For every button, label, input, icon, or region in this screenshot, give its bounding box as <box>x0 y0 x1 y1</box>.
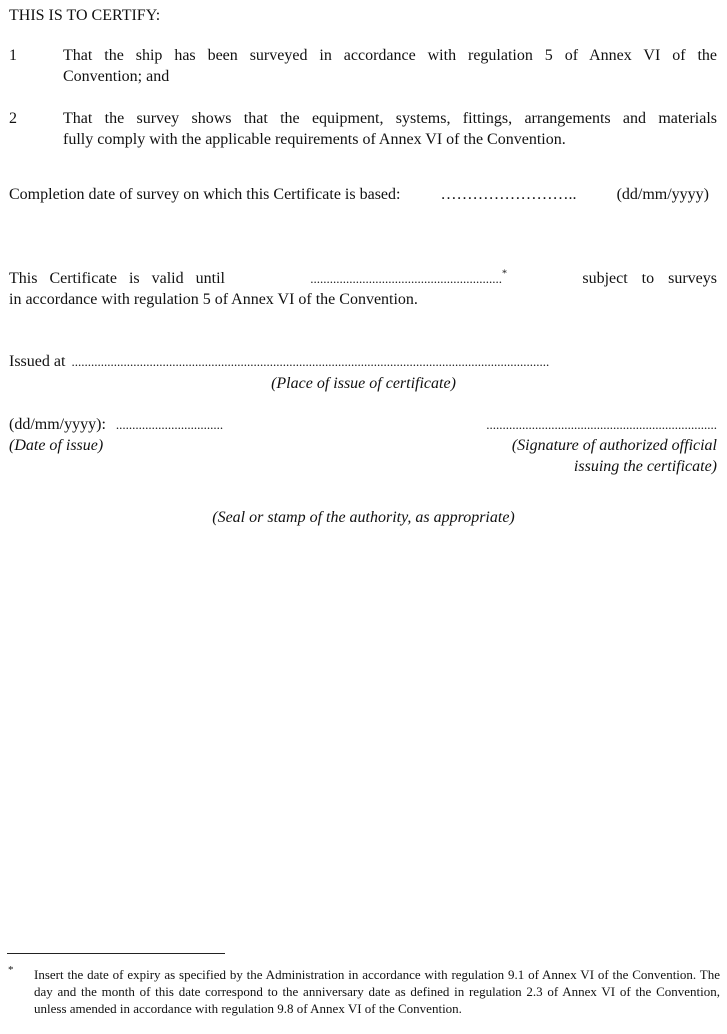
completion-date-line <box>9 184 709 205</box>
clause-1-line-2: Convention; and <box>63 68 170 85</box>
validity-text-1: This Certificate is valid until <box>9 270 225 287</box>
clause-2-line-1: That the survey shows that the equipment, systems, fittings, arrangements and materials <box>63 110 717 127</box>
place-of-issue-caption: (Place of issue of certificate) <box>271 375 456 392</box>
footnote-mark: * <box>8 964 14 976</box>
signature-field[interactable]: ....................................................................... <box>486 417 717 432</box>
clause-1-number: 1 <box>9 47 17 64</box>
validity-text-2: subject to surveys <box>582 270 717 287</box>
date-of-issue-label: (dd/mm/yyyy): <box>9 416 106 433</box>
issued-at-line <box>9 351 717 372</box>
issued-at-field[interactable]: ................................................................................................................................................... <box>71 354 550 369</box>
clause-1-text <box>63 45 717 87</box>
certify-heading: THIS IS TO CERTIFY: <box>9 7 161 24</box>
completion-date-field[interactable]: …………………….. <box>440 186 577 203</box>
validity-footnote-mark: * <box>502 268 508 280</box>
validity-expiry-field[interactable] <box>310 268 507 289</box>
clause-1-line-1: That the ship has been surveyed in accordance with regulation 5 of Annex VI of the <box>63 47 717 64</box>
signature-caption-1: (Signature of authorized official <box>511 437 717 454</box>
date-of-issue-caption: (Date of issue) <box>9 437 104 454</box>
validity-line-2: in accordance with regulation 5 of Annex VI of the Convention. <box>9 291 418 308</box>
signature-caption-2: issuing the certificate) <box>573 458 717 475</box>
validity-expiry-dots[interactable]: ........................................................... <box>310 271 503 286</box>
date-of-issue-field[interactable]: ................................. <box>115 417 224 432</box>
validity-line-1 <box>9 268 717 289</box>
clause-2-line-2: fully comply with the applicable requirements of Annex VI of the Convention. <box>63 131 566 148</box>
footnote-divider <box>7 953 225 954</box>
clause-2-number: 2 <box>9 110 17 127</box>
date-of-issue-line <box>9 414 223 435</box>
completion-date-label: Completion date of survey on which this Certificate is based: <box>9 186 401 203</box>
issued-at-label: Issued at <box>9 353 66 370</box>
seal-caption: (Seal or stamp of the authority, as appropriate) <box>212 509 515 526</box>
clause-2-text <box>63 108 717 150</box>
footnote-text: Insert the date of expiry as specified by the Administration in accordance with regulation 9.1 of Annex VI of the Convention. The day and the month of this date correspond to the anniversary date as defined in regulation 2.3 of Annex VI of the Convention, unless amended in accordance with regulation 9.8 of Annex VI of the Convention. <box>34 967 720 1016</box>
completion-date-format: (dd/mm/yyyy) <box>616 186 709 203</box>
